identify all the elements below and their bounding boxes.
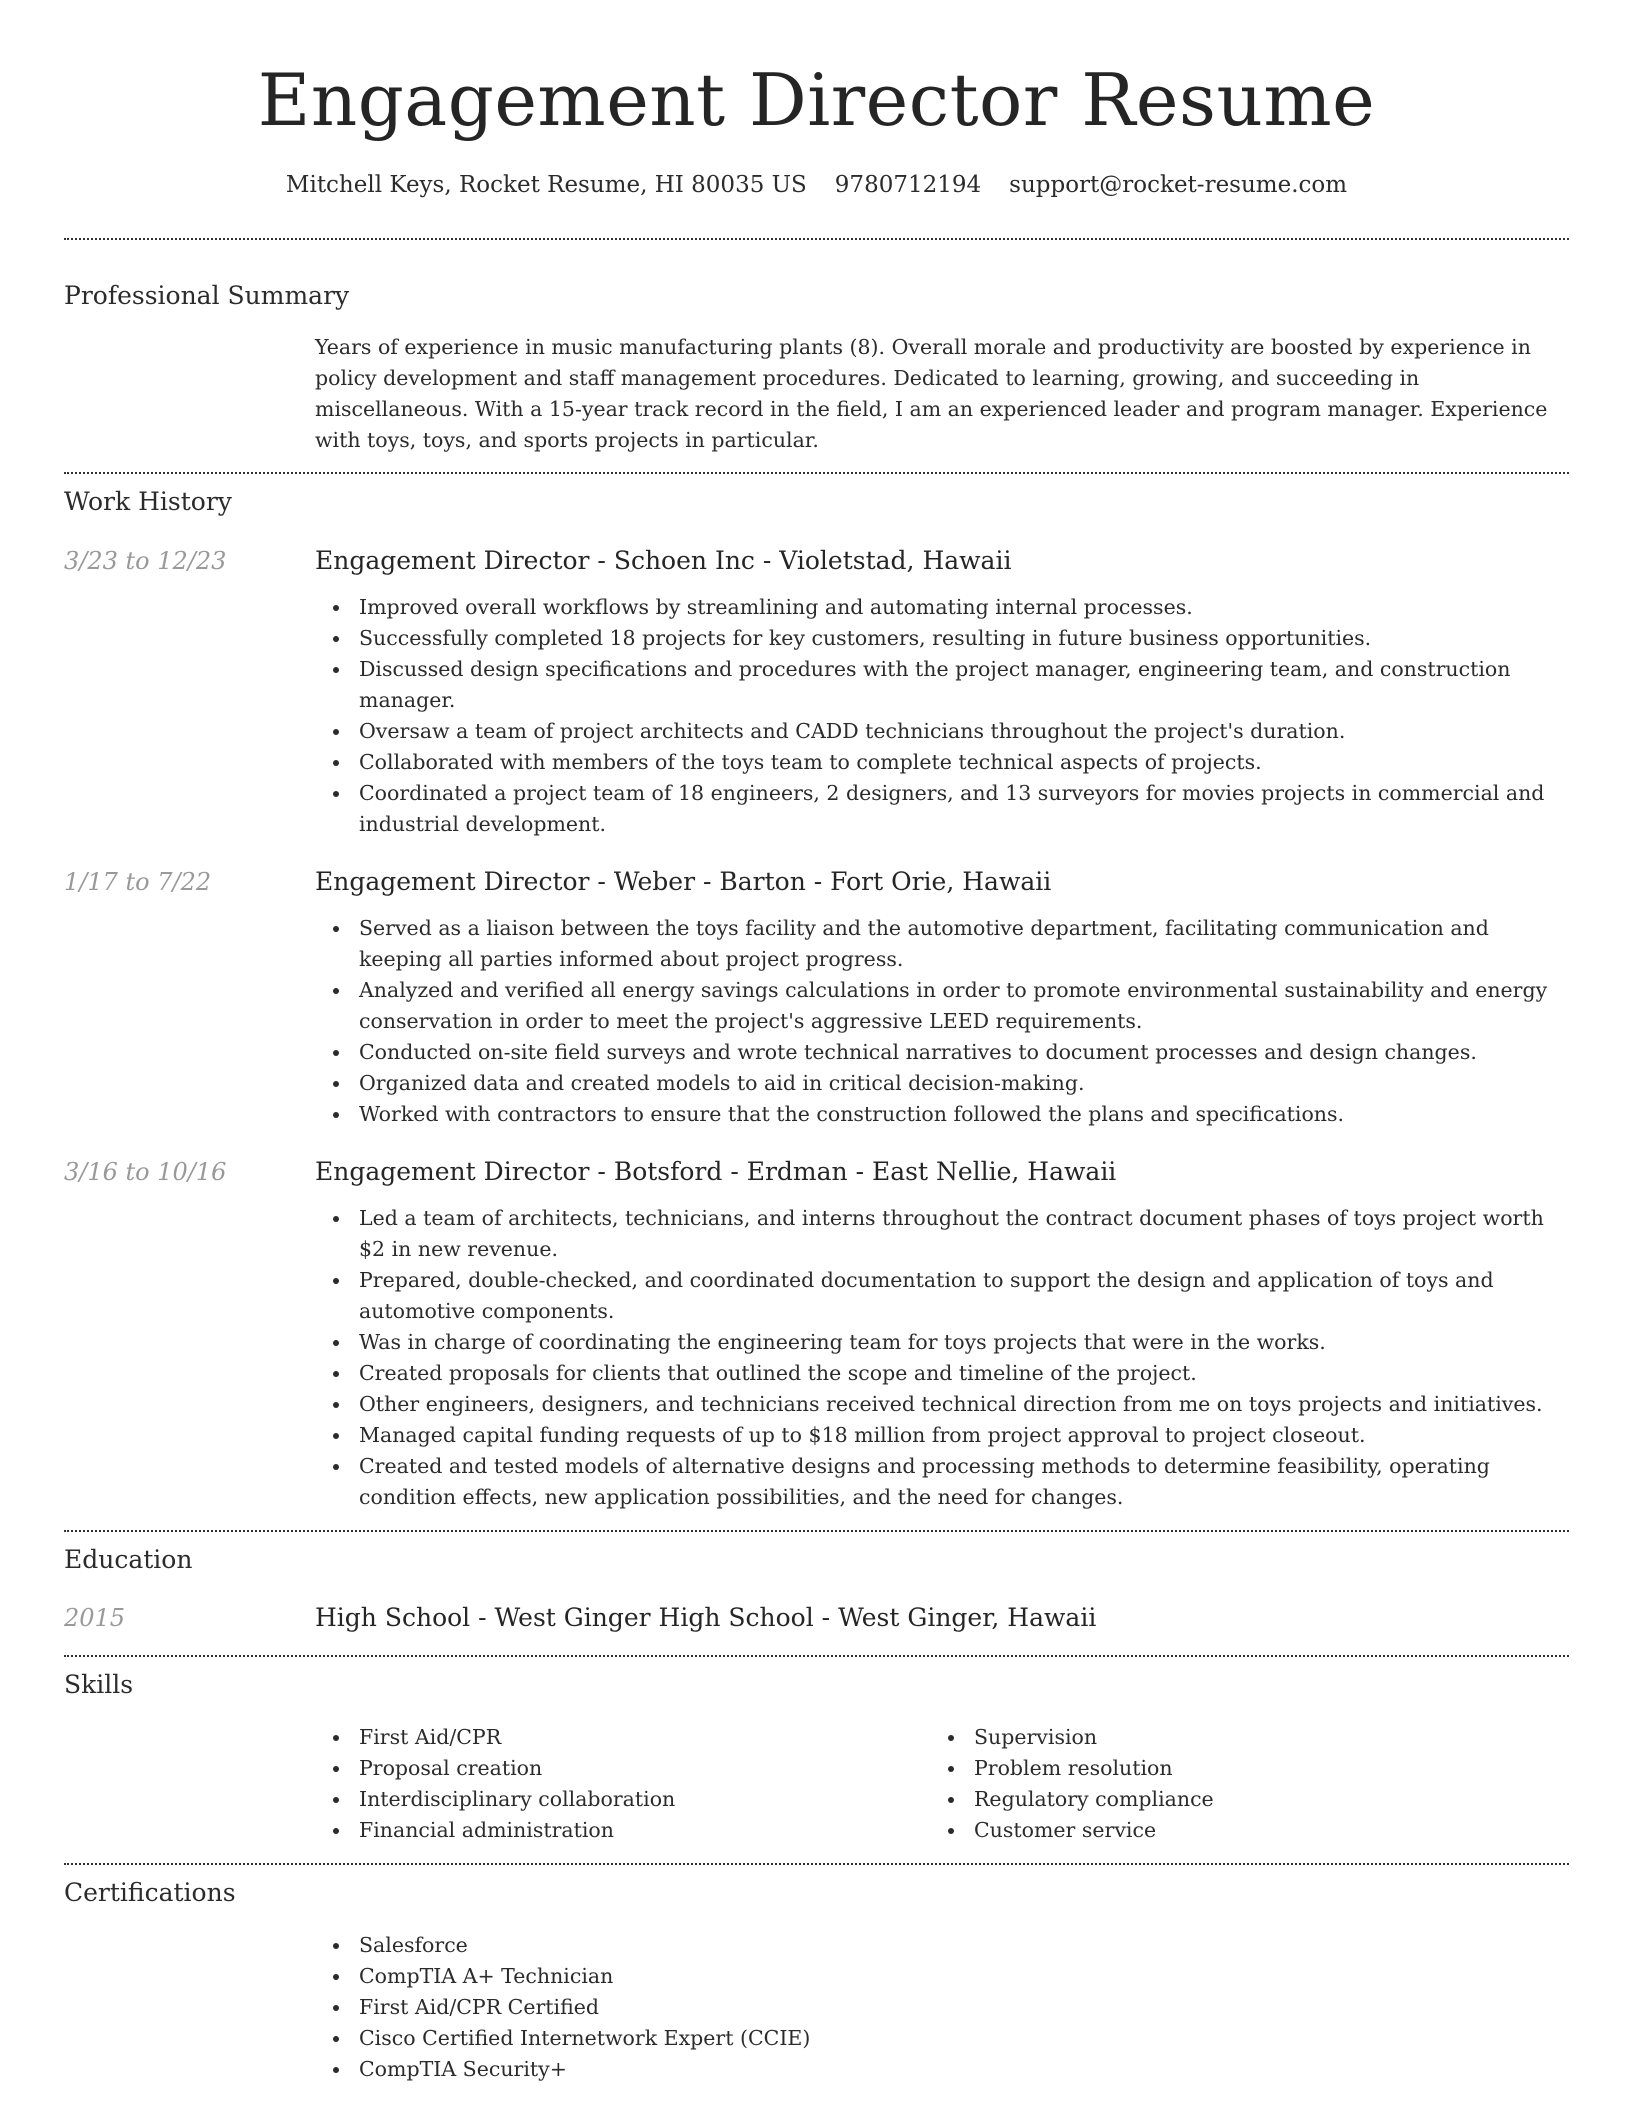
list-item: Analyzed and verified all energy savings calculations in order to promote environmental sustainability and energy conservation in order to meet the project's aggressive LEED requirements.: [359, 975, 1569, 1037]
list-item: Created proposals for clients that outlined the scope and timeline of the project.: [359, 1358, 1569, 1389]
summary-section-title: Professional Summary: [64, 281, 350, 310]
list-item: Led a team of architects, technicians, and interns throughout the contract document phases of toys project worth $2 in new revenue.: [359, 1203, 1569, 1265]
skill-item: Problem resolution: [974, 1753, 1545, 1784]
skills-list-right: [930, 1722, 1545, 1846]
list-item: Prepared, double-checked, and coordinated documentation to support the design and application of toys and automotive components.: [359, 1265, 1569, 1327]
list-item: Oversaw a team of project architects and CADD technicians throughout the project's duration.: [359, 716, 1569, 747]
job-bullets: [315, 592, 1569, 840]
skill-item: Supervision: [974, 1722, 1545, 1753]
certification-item: Cisco Certified Internetwork Expert (CCIE): [359, 2023, 1569, 2054]
certification-item: First Aid/CPR Certified: [359, 1992, 1569, 2023]
certifications-section-title: Certifications: [64, 1878, 236, 1907]
job-bullets: [315, 1203, 1569, 1513]
skill-item: Proposal creation: [359, 1753, 930, 1784]
job-dates: 3/16 to 10/16: [64, 1158, 227, 1186]
education-section-title: Education: [64, 1545, 193, 1574]
job-dates: 3/23 to 12/23: [64, 547, 227, 575]
skill-item: Financial administration: [359, 1815, 930, 1846]
job-heading: Engagement Director - Schoen Inc - Violetstad, Hawaii: [315, 546, 1012, 575]
section-divider: [64, 1863, 1569, 1865]
section-divider: [64, 1530, 1569, 1532]
education-entry: [64, 1601, 1569, 1635]
contact-line: [64, 168, 1569, 202]
job-heading: Engagement Director - Botsford - Erdman - East Nellie, Hawaii: [315, 1157, 1117, 1186]
section-divider: [64, 1655, 1569, 1657]
skill-item: Interdisciplinary collaboration: [359, 1784, 930, 1815]
list-item: Other engineers, designers, and technicians received technical direction from me on toys projects and initiatives.: [359, 1389, 1569, 1420]
summary-text: Years of experience in music manufacturing plants (8). Overall morale and productivity are boosted by experience in policy development and staff management procedures. Dedicated to learning, growing, and succeeding in miscellaneous. With a 15-year track record in the field, I am an experienced leader and program manager. Experience with toys, toys, and sports projects in particular.: [315, 335, 1548, 452]
job-entry: [64, 1155, 1569, 1513]
job-entry: [64, 865, 1569, 1130]
job-heading: Engagement Director - Weber - Barton - Fort Orie, Hawaii: [315, 867, 1052, 896]
education-heading: High School - West Ginger High School - West Ginger, Hawaii: [315, 1603, 1097, 1632]
job-dates: 1/17 to 7/22: [64, 868, 212, 896]
list-item: Created and tested models of alternative designs and processing methods to determine feasibility, operating condition effects, new application possibilities, and the need for changes.: [359, 1451, 1569, 1513]
certification-item: Salesforce: [359, 1930, 1569, 1961]
list-item: Was in charge of coordinating the engineering team for toys projects that were in the works.: [359, 1327, 1569, 1358]
resume-page: [64, 0, 1569, 2085]
job-entry: [64, 544, 1569, 840]
certifications-row: [64, 1930, 1569, 2085]
skills-list-left: [315, 1722, 930, 1846]
list-item: Collaborated with members of the toys team to complete technical aspects of projects.: [359, 747, 1569, 778]
list-item: Discussed design specifications and procedures with the project manager, engineering team, and construction manager.: [359, 654, 1569, 716]
education-year: 2015: [64, 1604, 126, 1632]
summary-row: [64, 332, 1569, 456]
section-divider: [64, 472, 1569, 474]
resume-title: Engagement Director Resume: [257, 58, 1376, 142]
list-item: Worked with contractors to ensure that the construction followed the plans and specifications.: [359, 1099, 1569, 1130]
skill-item: First Aid/CPR: [359, 1722, 930, 1753]
list-item: Managed capital funding requests of up to $18 million from project approval to project closeout.: [359, 1420, 1569, 1451]
work-section-title: Work History: [64, 487, 232, 516]
certification-item: CompTIA A+ Technician: [359, 1961, 1569, 1992]
contact-email: support@rocket-resume.com: [1009, 172, 1348, 198]
section-divider: [64, 238, 1569, 240]
skill-item: Customer service: [974, 1815, 1545, 1846]
list-item: Improved overall workflows by streamlining and automating internal processes.: [359, 592, 1569, 623]
skills-section-title: Skills: [64, 1670, 134, 1699]
certification-item: CompTIA Security+: [359, 2054, 1569, 2085]
skill-item: Regulatory compliance: [974, 1784, 1545, 1815]
list-item: Served as a liaison between the toys facility and the automotive department, facilitating communication and keeping all parties informed about project progress.: [359, 913, 1569, 975]
list-item: Successfully completed 18 projects for key customers, resulting in future business opportunities.: [359, 623, 1569, 654]
contact-phone: 9780712194: [834, 172, 982, 198]
job-bullets: [315, 913, 1569, 1130]
certifications-list: [315, 1930, 1569, 2085]
contact-address: Mitchell Keys, Rocket Resume, HI 80035 US: [285, 172, 807, 198]
list-item: Conducted on-site field surveys and wrote technical narratives to document processes and design changes.: [359, 1037, 1569, 1068]
skills-row: [64, 1722, 1569, 1846]
list-item: Coordinated a project team of 18 engineers, 2 designers, and 13 surveyors for movies projects in commercial and industrial development.: [359, 778, 1569, 840]
list-item: Organized data and created models to aid in critical decision-making.: [359, 1068, 1569, 1099]
